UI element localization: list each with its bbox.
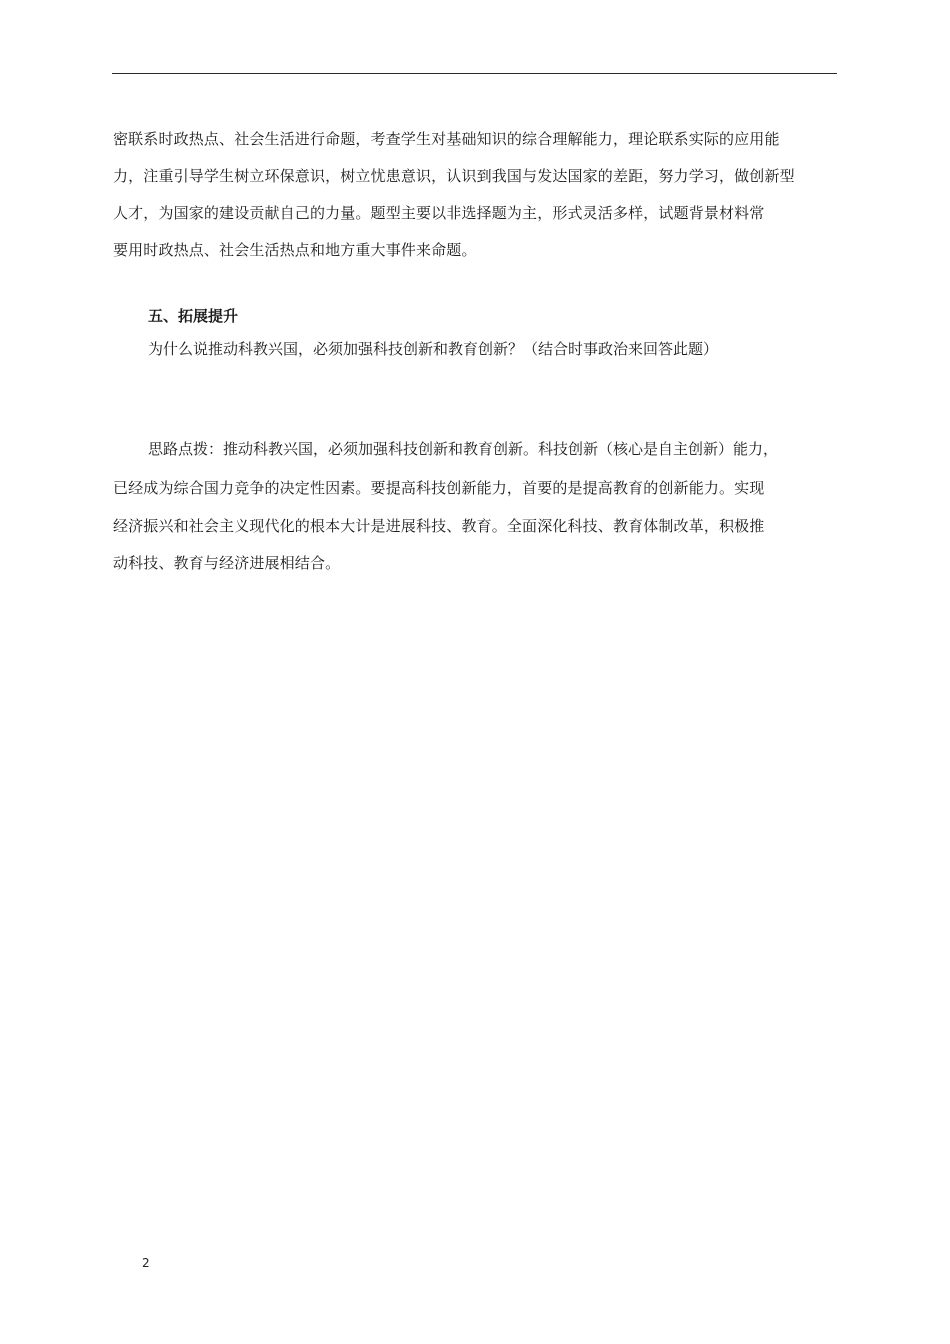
paragraph-line: 人才，为国家的建设贡献自己的力量。题型主要以非选择题为主，形式灵活多样，试题背景材料常 <box>113 204 765 222</box>
page-number: 2 <box>142 1256 150 1270</box>
hint-line: 已经成为综合国力竞争的决定性因素。要提高科技创新能力，首要的是提高教育的创新能力。实现 <box>113 479 765 497</box>
hint-line: 动科技、教育与经济进展相结合。 <box>113 554 341 572</box>
paragraph-line: 要用时政热点、社会生活热点和地方重大事件来命题。 <box>113 241 477 259</box>
hint-line: 思路点拨：推动科教兴国，必须加强科技创新和教育创新。科技创新（核心是自主创新）能力， <box>148 440 779 458</box>
question-text: 为什么说推动科教兴国，必须加强科技创新和教育创新？（结合时事政治来回答此题） <box>148 340 719 358</box>
hint-line: 经济振兴和社会主义现代化的根本大计是进展科技、教育。全面深化科技、教育体制改革，积极推 <box>113 517 765 535</box>
paragraph-line: 力，注重引导学生树立环保意识，树立忧患意识，认识到我国与发达国家的差距，努力学习，做创新型 <box>113 167 795 185</box>
header-rule <box>112 73 837 74</box>
section-title: 五、拓展提升 <box>148 307 239 325</box>
paragraph-line: 密联系时政热点、社会生活进行命题，考查学生对基础知识的综合理解能力，理论联系实际的应用能 <box>113 130 780 148</box>
